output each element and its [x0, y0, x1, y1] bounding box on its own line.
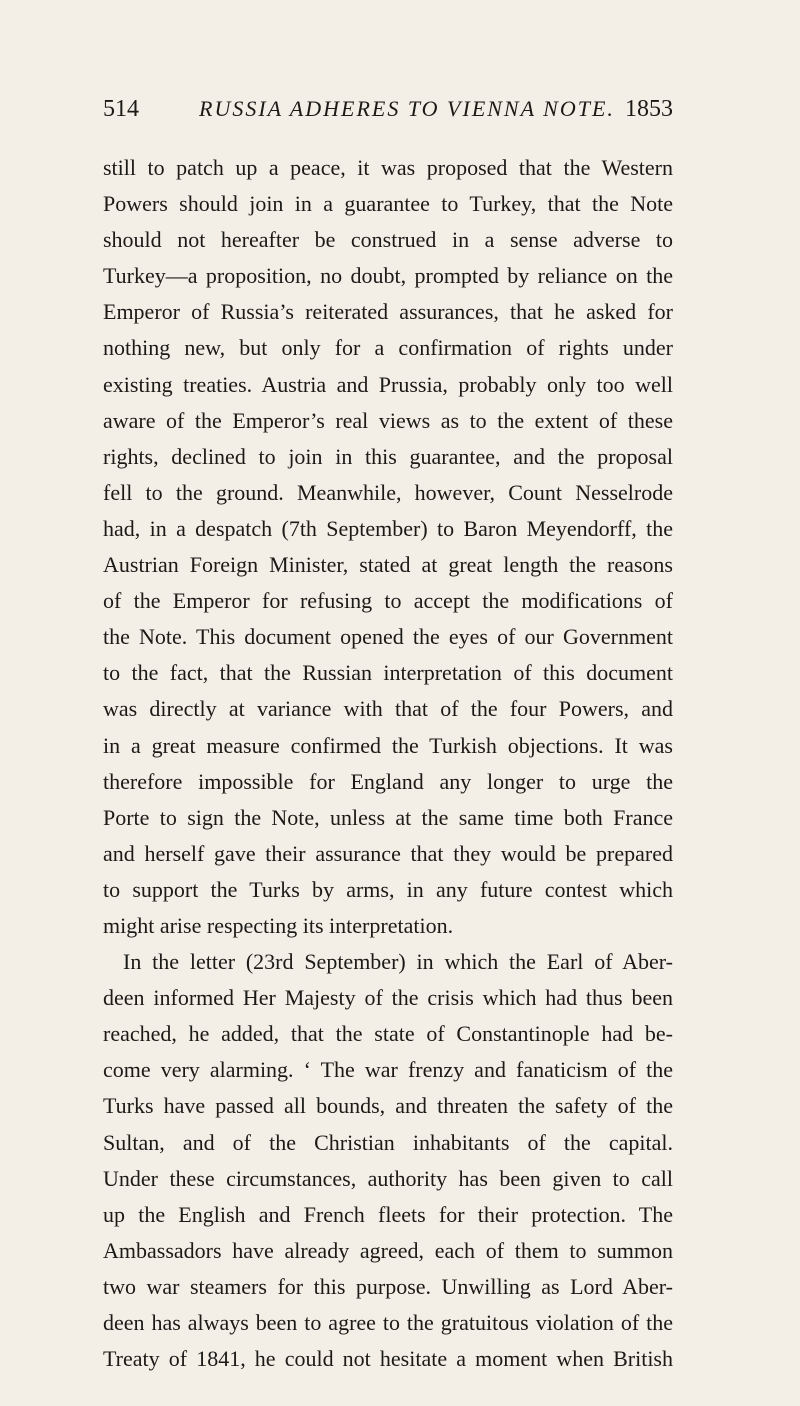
- text-line: was directly at variance with that of the four Powers, and: [103, 696, 673, 722]
- text-line: aware of the Emperor’s real views as to the extent of these: [103, 407, 673, 433]
- text-line: to the fact, that the Russian interpretation of this document: [103, 660, 673, 686]
- text-line: deen has always been to agree to the gratuitous violation of the: [103, 1310, 673, 1335]
- running-head: RUSSIA ADHERES TO VIENNA NOTE.: [199, 96, 615, 121]
- text-line: reached, he added, that the state of Constantinople had be-: [103, 1021, 673, 1047]
- text-line: Ambassadors have already agreed, each of them to summon: [103, 1237, 673, 1263]
- text-line: existing treaties. Austria and Prussia, probably only too well: [103, 371, 673, 397]
- text-line: Under these circumstances, authority has been given to call: [103, 1165, 673, 1191]
- text-line: up the English and French fleets for their protection. The: [103, 1201, 673, 1227]
- text-line: two war steamers for this purpose. Unwilling as Lord Aber-: [103, 1273, 673, 1299]
- text-line: Treaty of 1841, he could not hesitate a moment when British: [103, 1346, 673, 1372]
- text-line: Turks have passed all bounds, and threaten the safety of the: [103, 1093, 673, 1119]
- text-line: deen informed Her Majesty of the crisis which had thus been: [103, 985, 673, 1011]
- text-line: Emperor of Russia’s reiterated assurances, that he asked for: [103, 299, 673, 325]
- text-line: Sultan, and of the Christian inhabitants of the capital.: [103, 1129, 673, 1155]
- text-line: Powers should join in a guarantee to Turkey, that the Note: [103, 191, 673, 217]
- text-line: should not hereafter be construed in a sense adverse to: [103, 227, 673, 253]
- text-line: had, in a despatch (7th September) to Baron Meyendorff, the: [103, 515, 673, 541]
- text-line: nothing new, but only for a confirmation of rights under: [103, 335, 673, 361]
- text-line: still to patch up a peace, it was proposed that the Western: [103, 155, 673, 180]
- page-header: [103, 96, 673, 136]
- text-line: and herself gave their assurance that they would be prepared: [103, 840, 673, 866]
- text-line: in a great measure confirmed the Turkish objections. It was: [103, 732, 673, 758]
- text-line: fell to the ground. Meanwhile, however, Count Nesselrode: [103, 479, 673, 505]
- text-line: Porte to sign the Note, unless at the same time both France: [103, 804, 673, 830]
- paragraph-start-line: In the letter (23rd September) in which the Earl of Aber-: [123, 949, 673, 975]
- text-line: therefore impossible for England any longer to urge the: [103, 768, 673, 794]
- text-line: to support the Turks by arms, in any future contest which: [103, 876, 673, 902]
- body-text: [103, 150, 673, 1377]
- text-line: Turkey—a proposition, no doubt, prompted by reliance on the: [103, 263, 673, 289]
- text-line: the Note. This document opened the eyes of our Government: [103, 624, 673, 650]
- page-number: 514: [103, 96, 139, 122]
- text-line: come very alarming. ‘ The war frenzy and fanaticism of the: [103, 1057, 673, 1083]
- text-line: Austrian Foreign Minister, stated at great length the reasons: [103, 552, 673, 578]
- header-year: 1853: [625, 96, 673, 122]
- text-line: rights, declined to join in this guarantee, and the proposal: [103, 443, 673, 469]
- text-line: of the Emperor for refusing to accept the modifications of: [103, 588, 673, 614]
- paragraph-end-line: might arise respecting its interpretation.: [103, 912, 454, 938]
